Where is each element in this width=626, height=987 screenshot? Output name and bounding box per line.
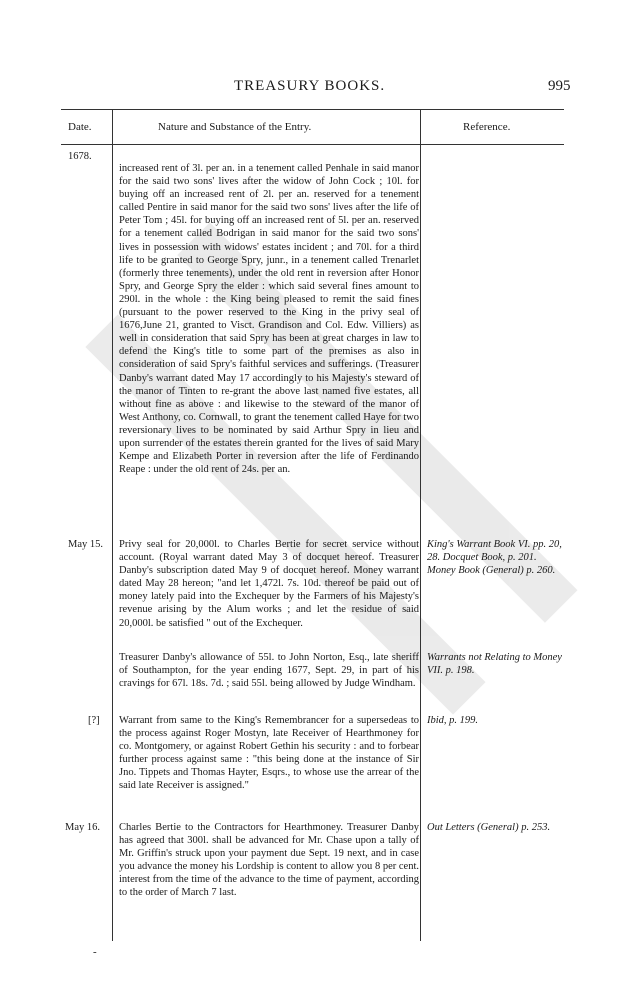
entry-text: Treasurer Danby's allowance of 55l. to John Norton, Esq., late sheriff of Southampton, for the year ending 1677, Sept. 29, in part of his cravings for 67l. 18s. 7d. ; said 55l. being allowed by Judge Windham. xyxy=(119,652,419,690)
running-title: TREASURY BOOKS. xyxy=(234,78,386,94)
entry-date: [?] xyxy=(88,715,100,726)
entry-date: 1678. xyxy=(68,151,92,162)
entry-date: May 16. xyxy=(65,822,100,833)
page-number: 995 xyxy=(548,78,571,94)
entry-reference: Ibid, p. 199. xyxy=(427,715,479,726)
column-divider-right xyxy=(420,109,421,941)
column-heading-reference: Reference. xyxy=(463,121,511,133)
entry-reference: Warrants not Relating to Money VII. p. 198. xyxy=(427,652,562,677)
entry-text: Warrant from same to the King's Remembrancer for a supersedeas to the process against Roger Mostyn, late Receiver of Hearthmoney for co. Montgomery, or against Robert Gethin his security : and to forbear further process against same : "this being done at the instance of Sir Jno. Tippets and Thomas Hayter, Esqrs., to whose use the arrear of the said late Receiver is assigned." xyxy=(119,715,419,792)
entry-reference: Out Letters (General) p. 253. xyxy=(427,822,551,833)
column-heading-entry: Nature and Substance of the Entry. xyxy=(158,121,312,133)
entry-reference: King's Warrant Book VI. pp. 20, 28. Docquet Book, p. 201. Money Book (General) p. 260. xyxy=(427,539,562,577)
entry-text: Privy seal for 20,000l. to Charles Bertie for secret service without account. (Royal warrant dated May 3 of docquet hereof. Treasurer Danby's subscription dated May 9 of docquet hereof. Money warrant dated May 28 hereon; "and let 1,472l. 7s. 10d. thereof be paid out of money lately paid into the Exchequer by the Farmers of his Majesty's revenue arising by the Alum works ; and let the residue of said 20,000l. be satisfied " out of the Exchequer. xyxy=(119,539,419,629)
column-heading-date: Date. xyxy=(68,121,92,133)
table-top-rule xyxy=(61,109,564,110)
column-divider-left xyxy=(112,109,113,941)
entry-text: Charles Bertie to the Contractors for Hearthmoney. Treasurer Danby has agreed that 300l. shall be advanced for Mr. Chase upon a tally of Mr. Griffin's struck upon your payment due Sept. 19 next, and in case you advance the money his Lordship is content to allow you 8 per cent. interest from the time of the advance to the time of payment, according to the order of March 7 last. xyxy=(119,822,419,899)
entry-date: May 15. xyxy=(68,539,103,550)
running-head xyxy=(0,78,626,98)
footer-mark: - xyxy=(93,946,97,958)
header-bottom-rule xyxy=(61,144,564,145)
entry-text: increased rent of 3l. per an. in a tenement called Penhale in said manor for the said two sons' lives after the widow of John Cock ; 10l. for buying off an increased rent of 2l. per an. reserved for a tenement called Pentire in said manor for the said two sons' lives after the life of Peter Tom ; 45l. for buying off an increased rent of 5l. per an. reserved for a tenement called Bodrigan in said manor for the said two sons' lives in possession with widows' estates incident ; and 70l. for a third life to be granted to George Spry, junr., in a tenement called Trenarlet (formerly three tenements), under the old rent in reversion after Honor Spry, and George Spry the elder : which said several fines amount to 290l. in the whole : the King being pleased to remit the said fines (pursuant to the power reserved to the King in the privy seal of 1676,June 21, granted to Visct. Grandison and Col. Edw. Villiers) as well in consideration that said Spry has been at great charges in law to defend the King's title to some part of the premises as also in consideration of said Spry's faithful services and sufferings. (Treasurer Danby's warrant dated May 17 accordingly to his Majesty's steward of the manor of Tinten to re-grant the above last named five estates, all without fine as above : and likewise to the steward of the manor of West Anthony, co. Cornwall, to grant the tenement called Haye for two reversionary lives to be nominated by said Arthur Spry in lieu and upon surrender of the estates therein granted for the lives of said Mary Kempe and Elizabeth Porter in reversion after the life of Ferdinando Reape : under the old rent of 24s. per an. xyxy=(119,163,419,476)
